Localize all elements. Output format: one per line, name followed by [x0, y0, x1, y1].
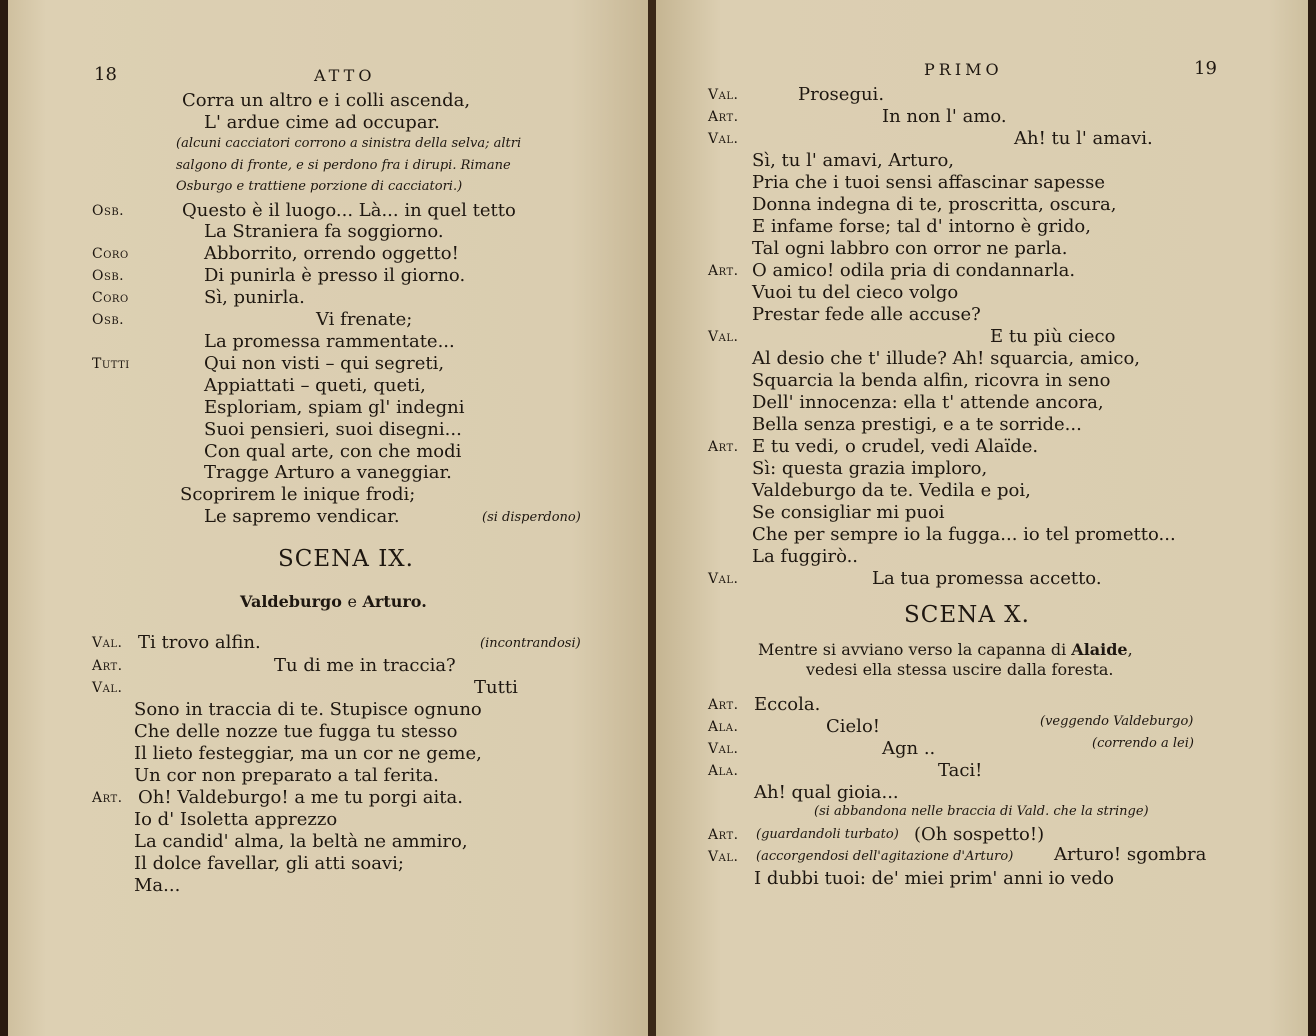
page-number: 19: [1194, 58, 1217, 79]
verse-line: Con qual arte, con che modi: [204, 441, 462, 462]
speaker-label: Val.: [92, 635, 123, 651]
verse-line: La Straniera fa soggiorno.: [204, 221, 444, 242]
verse-line: Ma...: [134, 875, 181, 896]
verse-line: Agn ..: [882, 738, 936, 759]
speaker-label: Ala.: [708, 763, 739, 779]
verse-line: E tu più cieco: [990, 326, 1116, 347]
scene-title: SCENA IX.: [278, 546, 414, 572]
verse-line: Ah! tu l' amavi.: [1014, 128, 1153, 149]
scene-characters: Valdeburgo e Arturo.: [240, 592, 427, 611]
running-header: ATTO: [314, 66, 376, 85]
verse-line: Dell' innocenza: ella t' attende ancora,: [752, 392, 1104, 413]
speaker-label: Val.: [708, 741, 739, 757]
verse-line: Vi frenate;: [316, 309, 413, 330]
verse-line: La tua promessa accetto.: [872, 568, 1102, 589]
verse-line: Corra un altro e i colli ascenda,: [182, 90, 471, 111]
verse-line: La fuggirò..: [752, 546, 859, 567]
verse-line: Sono in traccia di te. Stupisce ognuno: [134, 699, 482, 720]
stage-direction: Osburgo e trattiene porzione di cacciatori.): [176, 179, 463, 194]
verse-line: Abborrito, orrendo oggetto!: [204, 243, 459, 264]
verse-line: Prestar fede alle accuse?: [752, 304, 981, 325]
speaker-label: Art.: [708, 109, 739, 125]
verse-line: Scoprirem le inique frodi;: [180, 484, 416, 505]
verse-line: Donna indegna di te, proscritta, oscura,: [752, 194, 1117, 215]
speaker-label: Coro: [92, 290, 129, 306]
speaker-label: Val.: [708, 849, 739, 865]
verse-line: Di punirla è presso il giorno.: [204, 265, 466, 286]
verse-line: E infame forse; tal d' intorno è grido,: [752, 216, 1091, 237]
verse-line: (Oh sospetto!): [914, 824, 1045, 845]
verse-line: E tu vedi, o crudel, vedi Alaïde.: [752, 436, 1039, 457]
scene-title: SCENA X.: [904, 602, 1030, 628]
verse-line: Eccola.: [754, 694, 821, 715]
verse-line: Il lieto festeggiar, ma un cor ne geme,: [134, 743, 482, 764]
stage-direction: (si abbandona nelle braccia di Vald. che la stringe): [814, 804, 1149, 819]
scene-description: Mentre si avviano verso la capanna di Alaide,: [758, 640, 1133, 659]
verse-line: Sì, punirla.: [204, 287, 305, 308]
speaker-label: Val.: [708, 131, 739, 147]
verse-line: Un cor non preparato a tal ferita.: [134, 765, 439, 786]
scene-description: vedesi ella stessa uscire dalla foresta.: [806, 660, 1114, 679]
speaker-label: Val.: [92, 680, 123, 696]
verse-line: Questo è il luogo... Là... in quel tetto: [182, 200, 516, 221]
verse-line: L' ardue cime ad occupar.: [204, 112, 440, 133]
verse-line: O amico! odila pria di condannarla.: [752, 260, 1076, 281]
verse-line: Arturo! sgombra: [1054, 844, 1207, 865]
verse-line: Pria che i tuoi sensi affascinar sapesse: [752, 172, 1106, 193]
verse-line: Valdeburgo da te. Vedila e poi,: [752, 480, 1031, 501]
right-page: [656, 0, 1308, 1036]
verse-line: Il dolce favellar, gli atti soavi;: [134, 853, 404, 874]
left-page: [8, 0, 648, 1036]
verse-line: Appiattati – queti, queti,: [204, 375, 426, 396]
stage-direction: (alcuni cacciatori corrono a sinistra della selva; altri: [176, 136, 522, 151]
verse-line: Sì, tu l' amavi, Arturo,: [752, 150, 954, 171]
speaker-label: Ala.: [708, 719, 739, 735]
stage-direction: (accorgendosi dell'agitazione d'Arturo): [756, 849, 1014, 864]
speaker-label: Art.: [708, 439, 739, 455]
verse-line: Ti trovo alfin.: [138, 632, 261, 653]
stage-direction: (incontrandosi): [480, 636, 581, 651]
verse-line: Tal ogni labbro con orror ne parla.: [752, 238, 1068, 259]
speaker-label: Tutti: [92, 356, 130, 372]
stage-direction: (guardandoli turbato): [756, 827, 899, 842]
speaker-label: Art.: [92, 658, 123, 674]
speaker-label: Coro: [92, 246, 129, 262]
verse-line: Cielo!: [826, 716, 881, 737]
verse-line: Che per sempre io la fugga... io tel prometto...: [752, 524, 1176, 545]
stage-direction: (veggendo Valdeburgo): [1040, 714, 1194, 729]
verse-line: Ah! qual gioia...: [754, 782, 899, 803]
speaker-label: Art.: [708, 697, 739, 713]
speaker-label: Val.: [708, 329, 739, 345]
verse-line: Sì: questa grazia imploro,: [752, 458, 988, 479]
verse-line: Taci!: [938, 760, 983, 781]
speaker-label: Art.: [92, 790, 123, 806]
speaker-label: Val.: [708, 571, 739, 587]
speaker-label: Art.: [708, 827, 739, 843]
speaker-label: Val.: [708, 87, 739, 103]
verse-line: Suoi pensieri, suoi disegni...: [204, 419, 462, 440]
verse-line: I dubbi tuoi: de' miei prim' anni io vedo: [754, 868, 1114, 889]
verse-line: Oh! Valdeburgo! a me tu porgi aita.: [138, 787, 463, 808]
verse-line: Squarcia la benda alfin, ricovra in seno: [752, 370, 1111, 391]
verse-line: Io d' Isoletta apprezzo: [134, 809, 338, 830]
verse-line: Tu di me in traccia?: [274, 655, 456, 676]
speaker-label: Osb.: [92, 203, 125, 219]
page-number: 18: [94, 64, 117, 85]
verse-line: Vuoi tu del cieco volgo: [752, 282, 959, 303]
running-header: PRIMO: [924, 60, 1003, 79]
verse-line: Al desio che t' illude? Ah! squarcia, amico,: [752, 348, 1141, 369]
verse-line: Qui non visti – qui segreti,: [204, 353, 445, 374]
verse-line: Che delle nozze tue fugga tu stesso: [134, 721, 458, 742]
verse-line: Esploriam, spiam gl' indegni: [204, 397, 465, 418]
verse-line: Tutti: [474, 677, 518, 698]
verse-line: Tragge Arturo a vaneggiar.: [204, 462, 452, 483]
verse-line: La candid' alma, la beltà ne ammiro,: [134, 831, 468, 852]
verse-line: Se consigliar mi puoi: [752, 502, 945, 523]
verse-line: La promessa rammentate...: [204, 331, 455, 352]
speaker-label: Osb.: [92, 268, 125, 284]
speaker-label: Art.: [708, 263, 739, 279]
verse-line: Prosegui.: [798, 84, 885, 105]
stage-direction: salgono di fronte, e si perdono fra i dirupi. Rimane: [176, 158, 511, 173]
book-gutter: [648, 0, 656, 1036]
stage-direction: (si disperdono): [482, 510, 581, 525]
speaker-label: Osb.: [92, 312, 125, 328]
verse-line: In non l' amo.: [882, 106, 1007, 127]
verse-line: Le sapremo vendicar.: [204, 506, 400, 527]
stage-direction: (correndo a lei): [1092, 736, 1194, 751]
verse-line: Bella senza prestigi, e a te sorride...: [752, 414, 1082, 435]
